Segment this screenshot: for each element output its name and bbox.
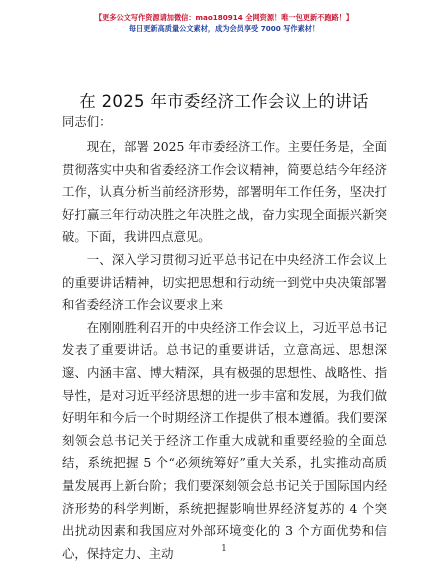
promo-header: [0, 12, 448, 34]
paragraph-intro: 现在，部署 2025 年市委经济工作。主要任务是，全面贯彻落实中央和省委经济工作会议精神，简要总结今年经济工作，认真分析当前经济形势，部署明年工作任务，坚决打好打赢三年行动决胜之年决胜之战，奋力实现全面振兴新突破。下面，我讲四点意见。: [62, 139, 387, 245]
page-number: 1: [221, 544, 227, 554]
promo-line-2: 每日更新高质量公文素材，成为会员享受 7000 写作素材！: [128, 24, 320, 33]
document-title: 在 2025 年市委经济工作会议上的讲话: [79, 92, 369, 111]
paragraph-section-1: 在刚刚胜利召开的中央经济工作会议上，习近平总书记发表了重要讲话。总书记的重要讲话，立意高远、思想深邃、内涵丰富、博大精深，具有极强的思想性、战略性、指导性，是对习近平经济思想的进一步丰富和发展，为我们做好明年和今后一个时期经济工作提供了根本遵循。我们要深刻领会总书记关于经济工作重大成就和重要经验的全面总结，系统把握 5 个“必须统筹好”重大关系，扎实推动高质量发展再上新台阶；我们要深刻领会总书记关于国际国内经济形势的科学判断，系统把握影响世界经济复苏的 4 个突出扰动因素和我国应对外部环境变化的 3 个方面优势和信心，保持定力、主动: [62, 319, 387, 561]
salutation: 同志们：: [62, 114, 112, 129]
document-body: [62, 136, 387, 565]
promo-line-1: 【更多公文写作资源请加微信：mao180914 全网资源！唯一包更新不跑路！】: [94, 13, 354, 22]
section-heading-1: 一、深入学习贯彻习近平总书记在中央经济工作会议上的重要讲话精神，切实把思想和行动统一到党中央决策部署和省委经济工作会议要求上来: [62, 251, 387, 313]
